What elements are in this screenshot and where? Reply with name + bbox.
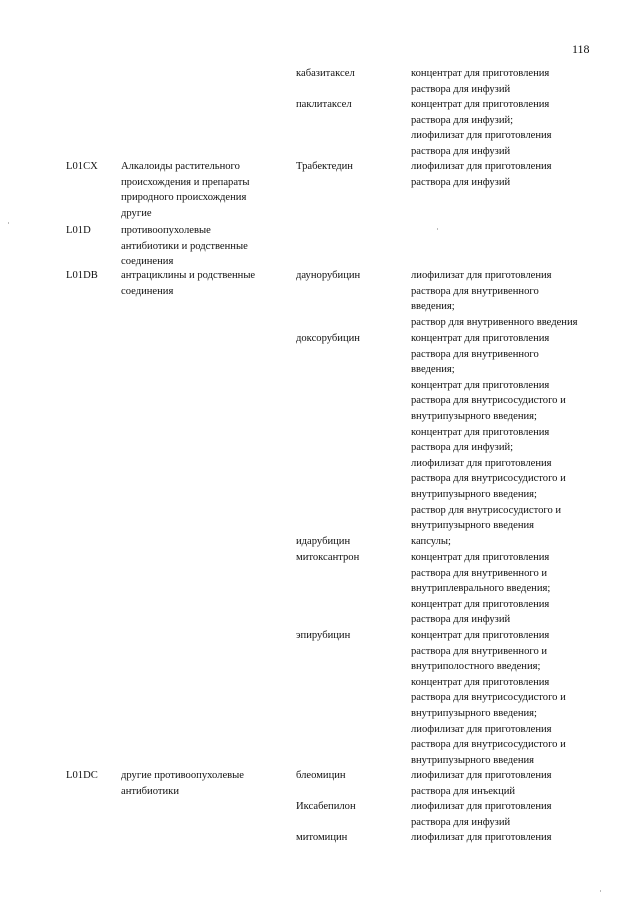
dosage-forms: концентрат для приготовления раствора для внутривенного и внутриплеврального введения; концентрат для приготовления раствора для инфузий <box>411 552 551 626</box>
dosage-forms: лиофилизат для приготовления раствора для внутривенного введения; раствор для внутривенного введения <box>411 270 578 328</box>
atc-code: L01CX <box>66 161 98 172</box>
atc-group: другие противоопухолевые антибиотики <box>121 770 244 797</box>
dosage-forms: лиофилизат для приготовления раствора для инъекций <box>411 770 552 797</box>
atc-group: антрациклины и родственные соединения <box>121 270 256 297</box>
atc-group: Алкалоиды растительного происхождения и препараты природного происхождения другие <box>121 161 250 219</box>
dosage-forms: концентрат для приготовления раствора для инфузий; лиофилизат для приготовления раствора для инфузий <box>411 99 552 157</box>
drug-name: блеомицин <box>296 770 346 781</box>
scan-speck <box>437 228 438 230</box>
drug-name: кабазитаксел <box>296 68 355 79</box>
dosage-forms: лиофилизат для приготовления раствора для инфузий <box>411 161 552 188</box>
scan-speck <box>8 222 9 224</box>
dosage-forms: капсулы; <box>411 536 451 547</box>
dosage-forms: концентрат для приготовления раствора для внутривенного введения; концентрат для приготовления раствора для внутрисосудистого и внутрипузырного введения; концентрат для приготовления раствора для инфузий; лиофилизат для приготовления раствора для внутрисосудистого и внутрипузырного введения; раствор для внутрисосудистого и внутрипузырного введения <box>411 333 566 532</box>
scan-speck <box>600 890 601 892</box>
atc-code: L01DC <box>66 770 98 781</box>
atc-code: L01DB <box>66 270 98 281</box>
drug-name: доксорубицин <box>296 333 360 344</box>
drug-name: Трабектедин <box>296 161 353 172</box>
page-number: 118 <box>572 42 590 56</box>
drug-name: митоксантрон <box>296 552 360 563</box>
dosage-forms: лиофилизат для приготовления <box>411 832 552 843</box>
atc-group: противоопухолевые антибиотики и родственные соединения <box>121 225 248 268</box>
drug-name: идарубицин <box>296 536 351 547</box>
dosage-forms: лиофилизат для приготовления раствора для инфузий <box>411 801 552 828</box>
drug-name: даунорубицин <box>296 270 361 281</box>
drug-name: паклитаксел <box>296 99 352 110</box>
drug-name: Иксабепилон <box>296 801 356 812</box>
drug-name: митомицин <box>296 832 348 843</box>
atc-code: L01D <box>66 225 91 236</box>
dosage-forms: концентрат для приготовления раствора для инфузий <box>411 68 550 95</box>
dosage-forms: концентрат для приготовления раствора для внутривенного и внутриполостного введения; концентрат для приготовления раствора для внутрисосудистого и внутрипузырного введения; лиофилизат для приготовления раствора для внутрисосудистого и внутрипузырного введения <box>411 630 566 766</box>
drug-name: эпирубицин <box>296 630 351 641</box>
